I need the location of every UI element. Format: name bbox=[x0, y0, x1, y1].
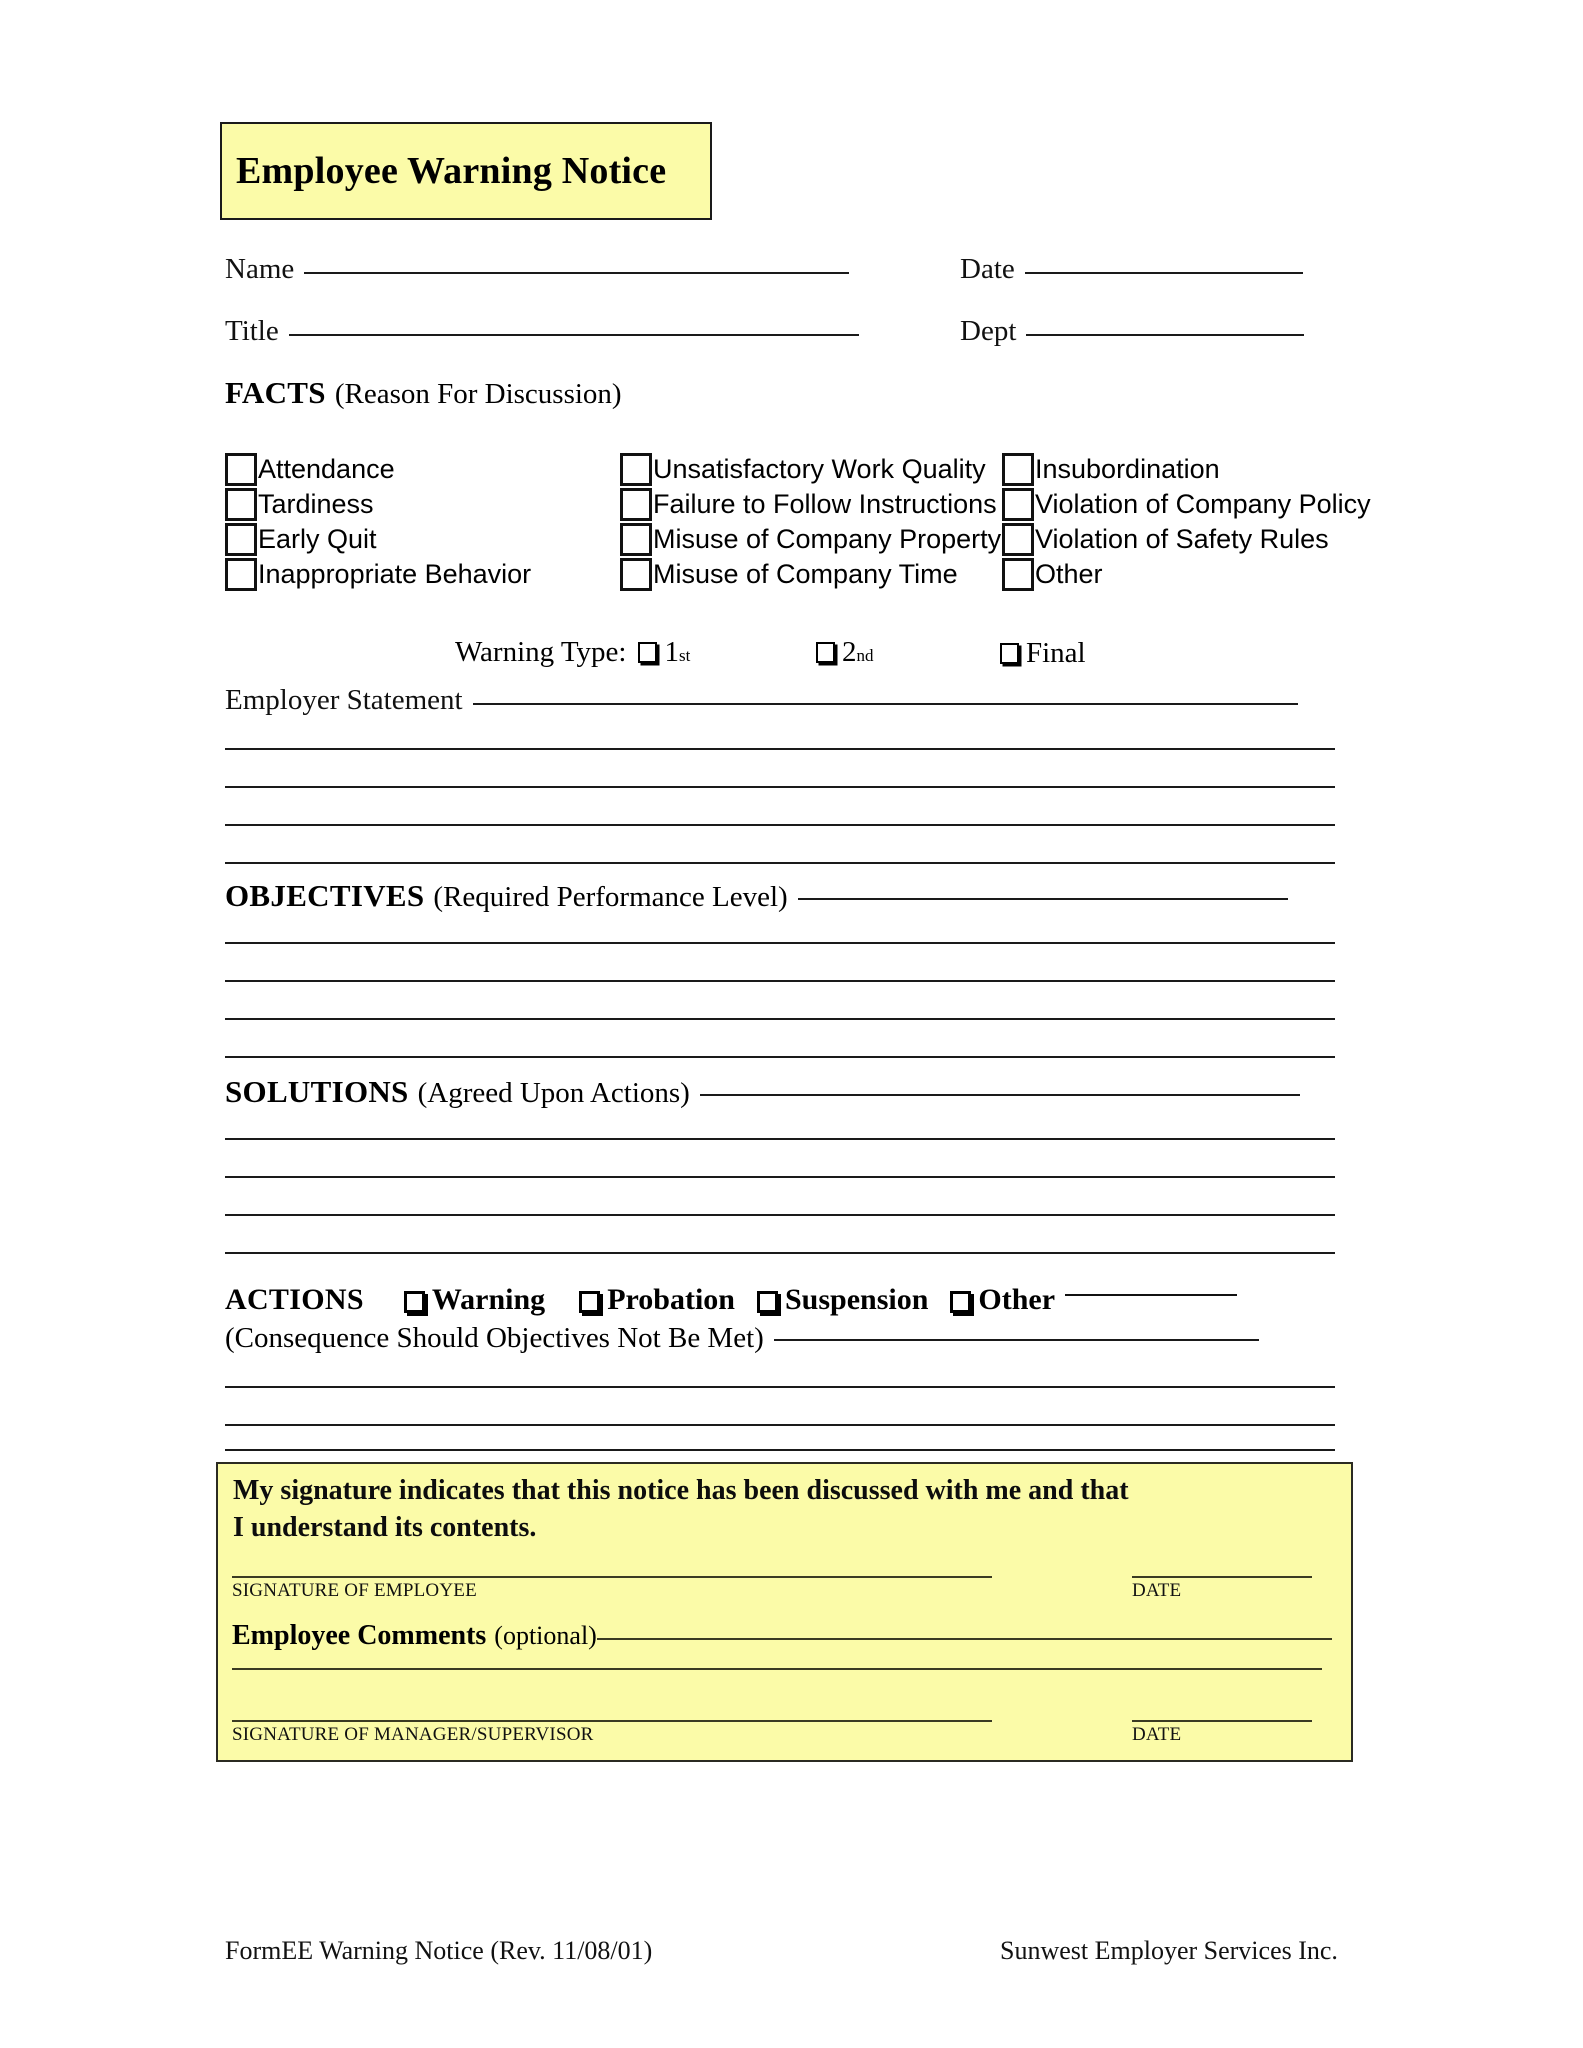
checkbox-icon[interactable] bbox=[950, 1291, 971, 1313]
actions-option-label: Probation bbox=[607, 1283, 735, 1316]
title-field-row bbox=[225, 315, 859, 348]
actions-option-other[interactable] bbox=[950, 1283, 1055, 1317]
title-label: Title bbox=[225, 315, 279, 347]
facts-heading bbox=[225, 375, 622, 411]
actions-option-warning[interactable] bbox=[404, 1283, 545, 1317]
checkbox-icon[interactable] bbox=[620, 523, 652, 556]
manager-signature-caption: SIGNATURE OF MANAGER/SUPERVISOR bbox=[232, 1724, 594, 1745]
objectives-line-2[interactable] bbox=[225, 942, 1335, 944]
checkbox-icon[interactable] bbox=[225, 523, 257, 556]
actions-heading: ACTIONS bbox=[225, 1283, 364, 1316]
facts-column-2 bbox=[620, 452, 1001, 592]
employer-statement-input[interactable] bbox=[473, 703, 1298, 705]
objectives-line-4[interactable] bbox=[225, 1018, 1335, 1020]
footer-left: FormEE Warning Notice (Rev. 11/08/01) bbox=[225, 1936, 653, 1965]
name-field-row bbox=[225, 253, 849, 286]
checkbox-item-inappropriate-behavior[interactable] bbox=[225, 557, 531, 592]
facts-column-3 bbox=[1002, 452, 1371, 592]
actions-option-label: Suspension bbox=[784, 1283, 929, 1316]
checkbox-label: Early Quit bbox=[258, 524, 377, 554]
warning-type-option-suffix: nd bbox=[856, 646, 874, 665]
checkbox-icon[interactable] bbox=[620, 558, 652, 591]
signature-statement-line-2: I understand its contents. bbox=[233, 1511, 537, 1543]
objectives-line-5[interactable] bbox=[225, 1056, 1335, 1058]
checkbox-label: Violation of Company Policy bbox=[1035, 489, 1371, 519]
checkbox-label: Failure to Follow Instructions bbox=[653, 489, 997, 519]
checkbox-label: Unsatisfactory Work Quality bbox=[653, 454, 986, 484]
checkbox-label: Violation of Safety Rules bbox=[1035, 524, 1329, 554]
consequence-line-2[interactable] bbox=[225, 1386, 1335, 1388]
warning-type-option-1st[interactable] bbox=[638, 636, 690, 669]
warning-type-option-2nd[interactable] bbox=[816, 636, 874, 669]
actions-option-suspension[interactable] bbox=[757, 1283, 928, 1317]
employee-signature-caption: SIGNATURE OF EMPLOYEE bbox=[232, 1580, 477, 1601]
employer-statement-label: Employer Statement bbox=[225, 684, 463, 716]
solutions-line-3[interactable] bbox=[225, 1176, 1335, 1178]
checkbox-icon[interactable] bbox=[225, 488, 257, 521]
objectives-input[interactable] bbox=[798, 898, 1288, 900]
checkbox-item-misuse-of-company-property[interactable] bbox=[620, 522, 1001, 557]
solutions-line-2[interactable] bbox=[225, 1138, 1335, 1140]
manager-signature-input[interactable] bbox=[232, 1720, 992, 1722]
manager-date-caption: DATE bbox=[1132, 1724, 1182, 1745]
checkbox-icon[interactable] bbox=[225, 558, 257, 591]
objectives-heading bbox=[225, 878, 1288, 914]
footer-right: Sunwest Employer Services Inc. bbox=[1000, 1936, 1338, 1965]
employee-date-input[interactable] bbox=[1132, 1576, 1312, 1578]
solutions-line-5[interactable] bbox=[225, 1252, 1335, 1254]
checkbox-item-violation-of-safety-rules[interactable] bbox=[1002, 522, 1371, 557]
employee-comments-row bbox=[232, 1620, 1332, 1652]
checkbox-icon[interactable] bbox=[1002, 488, 1034, 521]
employee-comments-line-2[interactable] bbox=[232, 1668, 1322, 1670]
name-input[interactable] bbox=[304, 272, 849, 274]
checkbox-label: Misuse of Company Property bbox=[653, 524, 1002, 554]
checkbox-icon[interactable] bbox=[579, 1291, 600, 1313]
checkbox-item-violation-of-company-policy[interactable] bbox=[1002, 487, 1371, 522]
checkbox-icon[interactable] bbox=[620, 488, 652, 521]
date-input[interactable] bbox=[1025, 272, 1303, 274]
warning-type-option-label: 2 bbox=[842, 636, 857, 668]
facts-heading-bold: FACTS bbox=[225, 375, 326, 410]
name-label: Name bbox=[225, 253, 295, 285]
checkbox-icon[interactable] bbox=[1002, 558, 1034, 591]
checkbox-item-failure-to-follow-instructions[interactable] bbox=[620, 487, 1001, 522]
checkbox-label: Misuse of Company Time bbox=[653, 559, 958, 589]
actions-row bbox=[225, 1283, 1237, 1317]
warning-type-label-group bbox=[455, 636, 690, 669]
page-title: Employee Warning Notice bbox=[236, 150, 667, 192]
facts-column-1 bbox=[225, 452, 531, 592]
employer-statement-line-5[interactable] bbox=[225, 862, 1335, 864]
signature-agreement-block bbox=[216, 1462, 1353, 1762]
solutions-line-4[interactable] bbox=[225, 1214, 1335, 1216]
checkbox-icon[interactable] bbox=[620, 453, 652, 486]
solutions-heading-paren: (Agreed Upon Actions) bbox=[417, 1077, 690, 1109]
checkbox-icon[interactable] bbox=[1002, 453, 1034, 486]
checkbox-label: Insubordination bbox=[1035, 454, 1220, 484]
employee-comments-optional: (optional) bbox=[494, 1621, 597, 1650]
solutions-heading bbox=[225, 1074, 1300, 1110]
objectives-heading-bold: OBJECTIVES bbox=[225, 878, 425, 913]
signature-statement-line-1: My signature indicates that this notice has been discussed with me and that bbox=[233, 1475, 1129, 1506]
checkbox-icon[interactable] bbox=[757, 1291, 778, 1313]
checkbox-item-attendance[interactable] bbox=[225, 452, 531, 487]
employer-statement-line-4[interactable] bbox=[225, 824, 1335, 826]
checkbox-item-other[interactable] bbox=[1002, 557, 1371, 592]
checkbox-item-misuse-of-company-time[interactable] bbox=[620, 557, 1001, 592]
employee-date-caption: DATE bbox=[1132, 1580, 1182, 1601]
employer-statement-row bbox=[225, 684, 1298, 717]
date-label: Date bbox=[960, 253, 1015, 285]
checkbox-icon[interactable] bbox=[816, 642, 835, 663]
actions-option-label: Warning bbox=[431, 1283, 546, 1316]
checkbox-label: Other bbox=[1035, 559, 1103, 589]
consequence-line-3[interactable] bbox=[225, 1424, 1335, 1426]
manager-date-input[interactable] bbox=[1132, 1720, 1312, 1722]
dept-label: Dept bbox=[960, 315, 1017, 347]
checkbox-item-early-quit[interactable] bbox=[225, 522, 531, 557]
checkbox-icon[interactable] bbox=[225, 453, 257, 486]
warning-type-label: Warning Type: bbox=[455, 636, 627, 668]
checkbox-item-tardiness[interactable] bbox=[225, 487, 531, 522]
consequence-label: (Consequence Should Objectives Not Be Met) bbox=[225, 1322, 764, 1354]
consequence-row bbox=[225, 1322, 1259, 1355]
signature-statement bbox=[233, 1473, 1273, 1547]
checkbox-icon[interactable] bbox=[1000, 643, 1019, 664]
checkbox-icon[interactable] bbox=[1002, 523, 1034, 556]
checkbox-label: Attendance bbox=[258, 454, 395, 484]
employee-comments-label: Employee Comments bbox=[232, 1620, 487, 1651]
employer-statement-line-2[interactable] bbox=[225, 748, 1335, 750]
warning-type-option-label: 1 bbox=[664, 636, 679, 668]
consequence-line-4[interactable] bbox=[225, 1449, 1335, 1451]
actions-option-probation[interactable] bbox=[579, 1283, 735, 1317]
solutions-input[interactable] bbox=[700, 1094, 1300, 1096]
warning-type-option-final[interactable] bbox=[1000, 637, 1086, 670]
checkbox-icon[interactable] bbox=[638, 642, 657, 663]
title-input[interactable] bbox=[289, 334, 859, 336]
dept-input[interactable] bbox=[1026, 334, 1304, 336]
employee-signature-input[interactable] bbox=[232, 1576, 992, 1578]
objectives-line-3[interactable] bbox=[225, 980, 1335, 982]
consequence-input[interactable] bbox=[774, 1339, 1259, 1341]
checkbox-item-insubordination[interactable] bbox=[1002, 452, 1371, 487]
actions-option-label: Other bbox=[978, 1283, 1056, 1316]
checkbox-icon[interactable] bbox=[404, 1291, 425, 1313]
actions-other-input[interactable] bbox=[1065, 1294, 1237, 1296]
date-field-row bbox=[960, 253, 1303, 286]
solutions-heading-bold: SOLUTIONS bbox=[225, 1074, 409, 1109]
employer-statement-line-3[interactable] bbox=[225, 786, 1335, 788]
dept-field-row bbox=[960, 315, 1304, 348]
facts-heading-paren: (Reason For Discussion) bbox=[334, 378, 622, 410]
checkbox-label: Tardiness bbox=[258, 489, 374, 519]
document-title-banner bbox=[220, 122, 712, 220]
warning-type-option-label: Final bbox=[1026, 637, 1086, 669]
checkbox-label: Inappropriate Behavior bbox=[258, 559, 532, 589]
checkbox-item-unsatisfactory-work-quality[interactable] bbox=[620, 452, 1001, 487]
warning-type-option-suffix: st bbox=[678, 646, 691, 665]
objectives-heading-paren: (Required Performance Level) bbox=[433, 881, 788, 913]
employee-comments-input[interactable] bbox=[597, 1638, 1332, 1640]
